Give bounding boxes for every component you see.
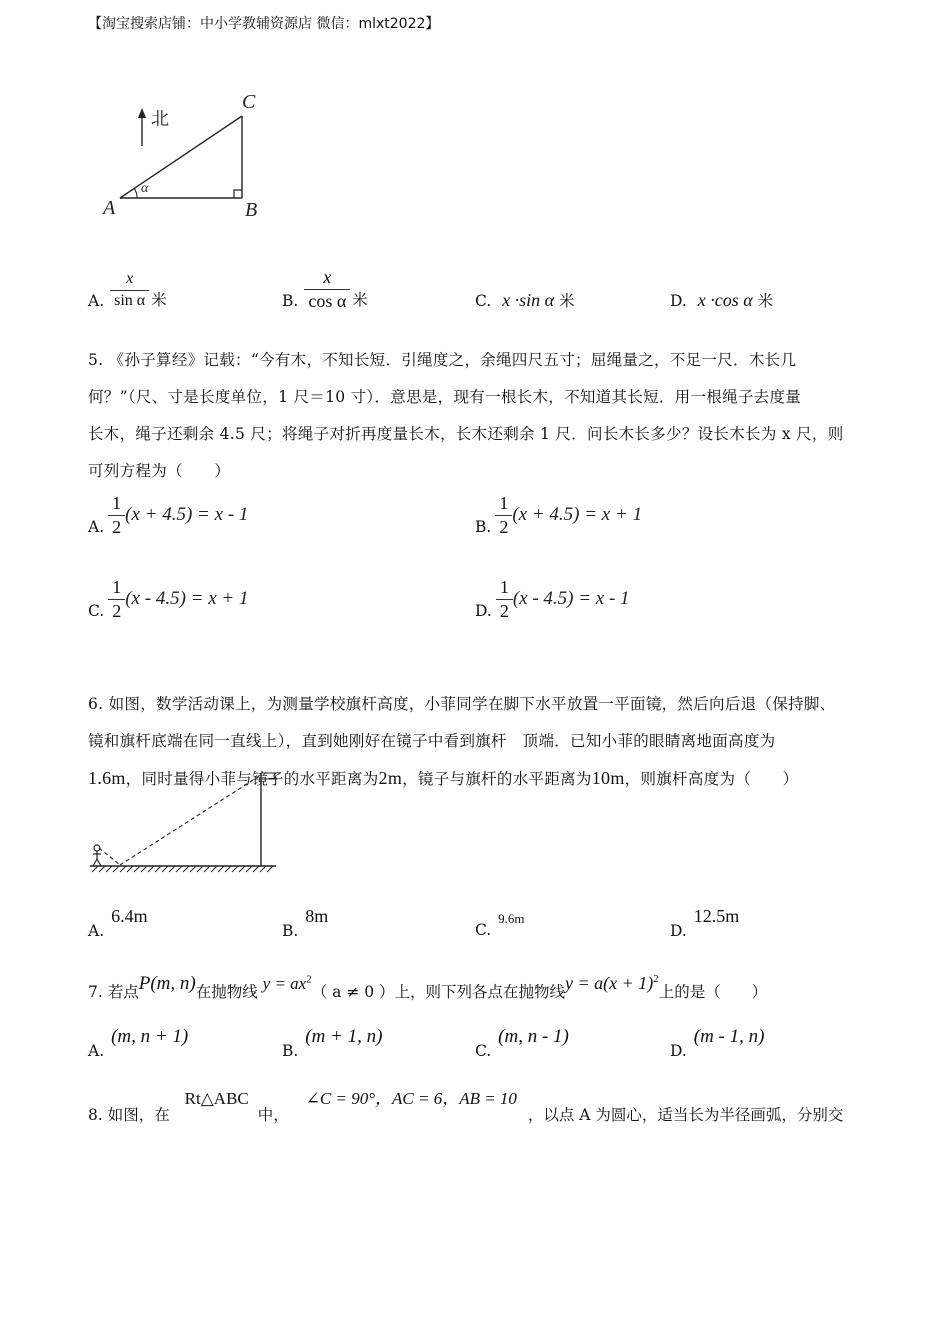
q7-option-c[interactable]: [475, 1026, 569, 1060]
fraction-denominator: 2: [108, 599, 125, 622]
q8-suffix: ，以点 A 为圆心，适当长为半径画弧，分别交: [527, 1106, 844, 1124]
option-expression: (x - 4.5) = x - 1: [512, 588, 630, 610]
q5-line-2: 何？”（尺、寸是长度单位，1 尺＝10 寸）．意思是，现有一根长木，不知道其长短．用一根绳子去度量: [88, 388, 802, 406]
q6-option-d[interactable]: [670, 906, 740, 940]
option-unit: 米: [757, 292, 774, 310]
fraction-numerator: 1: [112, 493, 122, 513]
option-value: (m, n + 1): [111, 1026, 189, 1047]
q6-option-c[interactable]: [475, 909, 525, 939]
q5-option-c[interactable]: [88, 577, 248, 621]
q7-condition: （ a ≠ 0 ）上，则下列各点在抛物线: [311, 983, 566, 1001]
option-label: A.: [88, 518, 105, 537]
q6-option-a[interactable]: [88, 906, 148, 940]
fraction-denominator: sin α: [110, 290, 149, 310]
option-label: C.: [475, 921, 492, 939]
parabola-2-expr: y = a(x + 1): [565, 973, 654, 993]
q7-suffix: 上的是（ ）: [658, 983, 768, 1001]
north-arrowhead: [138, 108, 146, 118]
q8-prefix: 8. 如图，在: [88, 1106, 170, 1124]
option-label: B.: [282, 922, 299, 940]
q6-text: ，镜子与旗杆的水平距离为: [402, 770, 592, 788]
q7-prefix: 7. 若点: [88, 983, 139, 1001]
question-8-text: [88, 1084, 888, 1124]
q6-line-1: 6. 如图，数学活动课上，为测量学校旗杆高度，小菲同学在脚下水平放置一平面镜，然后向后退（保持脚、: [88, 695, 836, 713]
flag: [261, 773, 276, 779]
eye-height: 1.6m: [88, 768, 126, 788]
angle-label: α: [141, 181, 149, 196]
option-value: (m, n - 1): [498, 1026, 569, 1047]
angle-arc: [134, 188, 137, 198]
question-5-text: [88, 342, 868, 490]
q7-option-d[interactable]: [670, 1026, 765, 1060]
option-expression: (x + 4.5) = x - 1: [125, 504, 249, 526]
ground-hatching: [92, 866, 273, 872]
triangle-figure: [95, 88, 285, 223]
option-label: A.: [88, 922, 105, 940]
fraction-denominator: 2: [496, 599, 513, 622]
q5-option-b[interactable]: [475, 493, 642, 537]
option-label: B.: [282, 292, 299, 311]
q6-text: ，同时量得小菲与镜子的水平距离为: [125, 770, 379, 788]
option-value: 6.4m: [111, 906, 148, 926]
vertex-a: A: [103, 197, 116, 219]
north-label: 北: [151, 109, 169, 130]
option-fraction: [496, 577, 513, 621]
option-value: (m - 1, n): [693, 1026, 765, 1047]
q7-option-b[interactable]: [282, 1026, 383, 1060]
option-expression: x ·sin α: [502, 290, 555, 310]
fraction-denominator: 2: [495, 515, 512, 538]
option-expression: (x - 4.5) = x + 1: [125, 588, 249, 610]
option-fraction: [495, 493, 512, 537]
q8-mid: 中，: [257, 1106, 289, 1124]
q4-option-a[interactable]: [88, 270, 167, 310]
option-value: (m + 1, n): [305, 1026, 383, 1047]
q5-line-1: 5. 《孙子算经》记载：“今有木，不知长短．引绳度之，余绳四尺五寸；屈绳量之，不足一尺．木长几: [88, 351, 797, 369]
option-value: 9.6m: [498, 911, 525, 926]
q4-option-c[interactable]: [475, 289, 575, 311]
option-fraction: [110, 270, 149, 310]
option-fraction: [304, 267, 350, 311]
option-fraction: [108, 577, 125, 621]
option-label: C.: [475, 1042, 492, 1060]
option-fraction: [108, 493, 125, 537]
option-unit: 米: [151, 291, 167, 309]
fraction-numerator: x: [323, 267, 332, 287]
option-unit: 米: [559, 292, 575, 310]
q4-option-b[interactable]: [282, 267, 368, 311]
fraction-numerator: 1: [112, 577, 122, 597]
q7-mid: 在抛物线: [195, 983, 258, 1001]
q5-line-3: 长木，绳子还剩余 4.5 尺；将绳子对折再度量长木，长木还剩余 1 尺．问长木长多少？设长木长为 x 尺，则: [88, 425, 844, 443]
vertex-b: B: [245, 199, 258, 221]
q5-option-d[interactable]: [475, 577, 630, 621]
fraction-numerator: x: [126, 270, 134, 288]
right-angle-mark: [234, 190, 242, 198]
option-label: A.: [88, 292, 105, 310]
option-label: D.: [670, 1042, 687, 1060]
fraction-denominator: 2: [108, 515, 125, 538]
parabola-1-expr: y = ax: [262, 974, 307, 993]
option-label: C.: [475, 292, 492, 310]
q5-line-4: 可列方程为（ ）: [88, 462, 231, 480]
vertex-c: C: [242, 91, 256, 113]
option-unit: 米: [352, 291, 368, 310]
q8-triangle: Rt△ABC: [184, 1089, 249, 1108]
option-value: 12.5m: [693, 906, 740, 926]
option-label: D.: [475, 602, 492, 621]
person-mirror-distance: 2m: [378, 768, 403, 788]
option-label: D.: [670, 922, 687, 940]
fraction-numerator: 1: [499, 577, 509, 597]
q7-option-a[interactable]: [88, 1026, 189, 1060]
page-header: 【淘宝搜索店铺：中小学教辅资源店 微信：mlxt2022】: [88, 16, 440, 32]
question-7-text: [88, 972, 888, 1001]
q5-option-a[interactable]: [88, 493, 248, 537]
option-label: B.: [475, 518, 492, 537]
sight-line-pole: [120, 775, 261, 865]
sight-line-eye: [99, 848, 120, 865]
q7-parabola-1: $y = ax^2$: [262, 973, 312, 993]
q6-line-2: 镜和旗杆底端在同一直线上），直到她刚好在镜子中看到旗杆 顶端．已知小菲的眼睛离地面高度为: [88, 732, 776, 750]
q4-option-d[interactable]: [670, 289, 773, 311]
fraction-numerator: 1: [499, 493, 509, 513]
q8-conditions: ∠C = 90°，AC = 6，AB = 10: [305, 1089, 517, 1108]
q6-text: ，则旗杆高度为（ ）: [624, 770, 799, 788]
option-value: 8m: [305, 906, 329, 926]
option-label: D.: [670, 292, 687, 310]
option-label: C.: [88, 602, 105, 621]
option-expression: x ·cos α: [697, 290, 753, 310]
fraction-denominator: cos α: [304, 289, 350, 312]
q7-point: P(m, n): [138, 973, 196, 994]
mirror-pole-distance: 10m: [591, 768, 625, 788]
flagpole-figure: [86, 768, 286, 878]
option-label: B.: [282, 1042, 299, 1060]
option-expression: (x + 4.5) = x + 1: [512, 504, 643, 526]
q6-option-b[interactable]: [282, 906, 329, 940]
side-ac: [120, 116, 242, 198]
q7-parabola-2: $y = a(x + 1)^2$: [565, 973, 659, 993]
option-label: A.: [88, 1042, 105, 1060]
